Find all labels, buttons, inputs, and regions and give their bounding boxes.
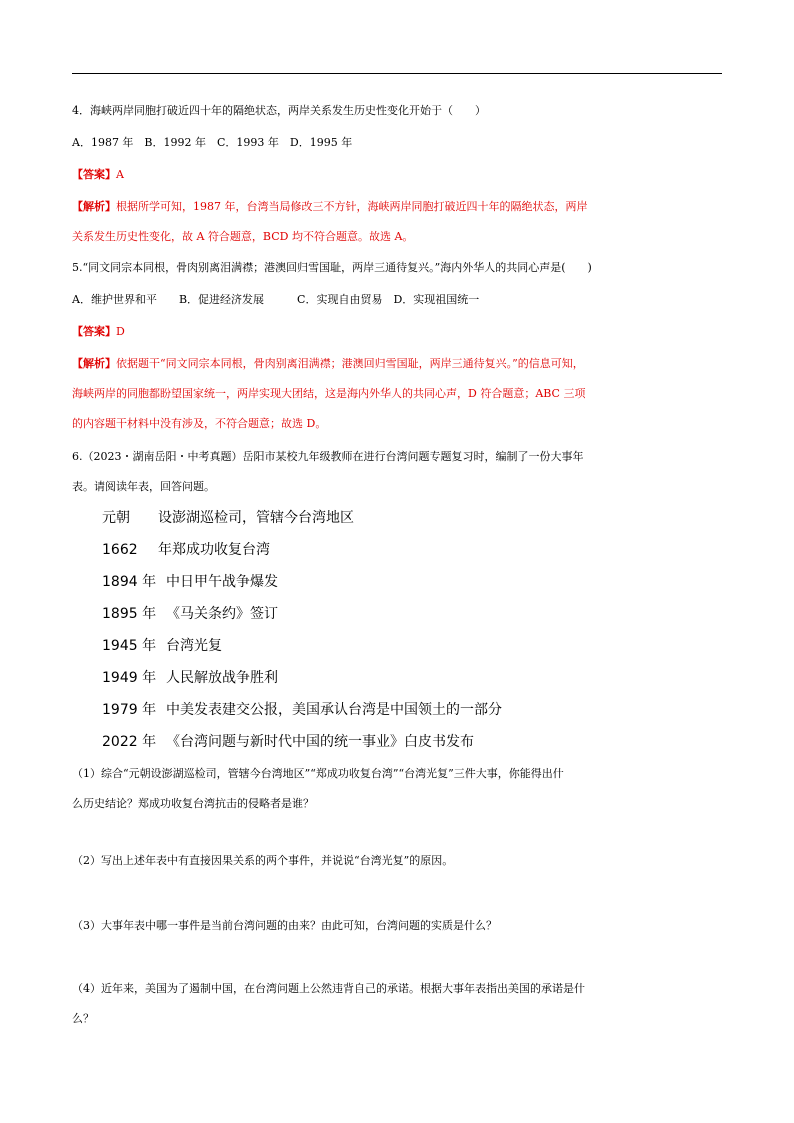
q5-analysis-line-1 (72, 354, 732, 374)
q4-options: A．1987 年 B．1992 年 C．1993 年 D．1995 年 (72, 136, 353, 149)
answer-value: A (116, 168, 124, 181)
timeline-event: 中日甲午战争爆发 (166, 574, 278, 590)
timeline-event: 中美发表建交公报，美国承认台湾是中国领土的一部分 (166, 702, 502, 718)
timeline-year: 1895 年 (102, 606, 157, 622)
timeline-year: 元朝 (102, 510, 130, 526)
q5-analysis-line-3: 的内容题干材料中没有涉及，不符合题意；故选 D。 (72, 417, 327, 430)
q6-sub4-line-2: 么？ (72, 1012, 94, 1025)
timeline-year: 1662 (102, 542, 138, 558)
timeline-event: 年郑成功收复台湾 (158, 542, 270, 558)
q6-sub4-line-1: （4）近年来，美国为了遏制中国，在台湾问题上公然违背自己的承诺。根据大事年表指出美国的承诺是什 (72, 982, 585, 995)
analysis-text: 根据所学可知，1987 年，台湾当局修改三不方针，海峡两岸同胞打破近四十年的隔绝状态，两岸 (116, 200, 588, 213)
q4-analysis-line-1 (72, 197, 732, 217)
analysis-tag: 【解析】 (72, 357, 116, 370)
q4-analysis-line-2: 关系发生历史性变化，故 A 符合题意，BCD 均不符合题意。故选 A。 (72, 230, 414, 243)
q6-stem-line-2: 表。请阅读年表，回答问题。 (72, 480, 215, 493)
q6-sub3: （3）大事年表中哪一事件是当前台湾问题的由来？由此可知，台湾问题的实质是什么？ (72, 919, 497, 932)
analysis-tag: 【解析】 (72, 200, 116, 213)
q6-sub1-line-1: （1）综合“元朝设澎湖巡检司，管辖今台湾地区”“郑成功收复台湾”“台湾光复”三件大事，你能得出什 (72, 767, 564, 780)
timeline-year: 1979 年 (102, 702, 157, 718)
q4-stem: 4．海峡两岸同胞打破近四十年的隔绝状态，两岸关系发生历史性变化开始于（ ） (72, 104, 486, 117)
timeline-year: 1894 年 (102, 574, 157, 590)
timeline-year: 1945 年 (102, 638, 157, 654)
timeline-year: 1949 年 (102, 670, 157, 686)
timeline-event: 台湾光复 (166, 638, 222, 654)
q5-options: A．维护世界和平 B．促进经济发展 C．实现自由贸易 D．实现祖国统一 (72, 293, 480, 306)
q5-answer (72, 322, 732, 342)
timeline-event: 《马关条约》签订 (166, 606, 278, 622)
answer-value: D (116, 325, 125, 338)
q5-stem: 5.“同文同宗本同根，骨肉别离泪满襟；港澳回归雪国耻，两岸三通待复兴。”海内外华人的共同心声是( ) (72, 261, 592, 274)
timeline-event: 《台湾问题与新时代中国的统一事业》白皮书发布 (166, 734, 474, 750)
q6-sub1-line-2: 么历史结论？郑成功收复台湾抗击的侵略者是谁？ (72, 797, 314, 810)
q5-analysis-line-2: 海峡两岸的同胞都盼望国家统一，两岸实现大团结，这是海内外华人的共同心声，D 符合题意；ABC 三项 (72, 387, 586, 400)
answer-tag: 【答案】 (72, 325, 116, 338)
q4-answer (72, 165, 732, 185)
header-rule (72, 73, 722, 74)
q6-stem-line-1: 6.（2023・湖南岳阳・中考真题）岳阳市某校九年级教师在进行台湾问题专题复习时，编制了一份大事年 (72, 450, 584, 463)
timeline-year: 2022 年 (102, 734, 157, 750)
q6-sub2: （2）写出上述年表中有直接因果关系的两个事件，并说说“台湾光复”的原因。 (72, 854, 454, 867)
answer-tag: 【答案】 (72, 168, 116, 181)
timeline-event: 设澎湖巡检司，管辖今台湾地区 (158, 510, 354, 526)
analysis-text: 依据题干“同文同宗本同根，骨肉别离泪满襟；港澳回归雪国耻，两岸三通待复兴。”的信息可知， (116, 357, 584, 370)
timeline-event: 人民解放战争胜利 (166, 670, 278, 686)
